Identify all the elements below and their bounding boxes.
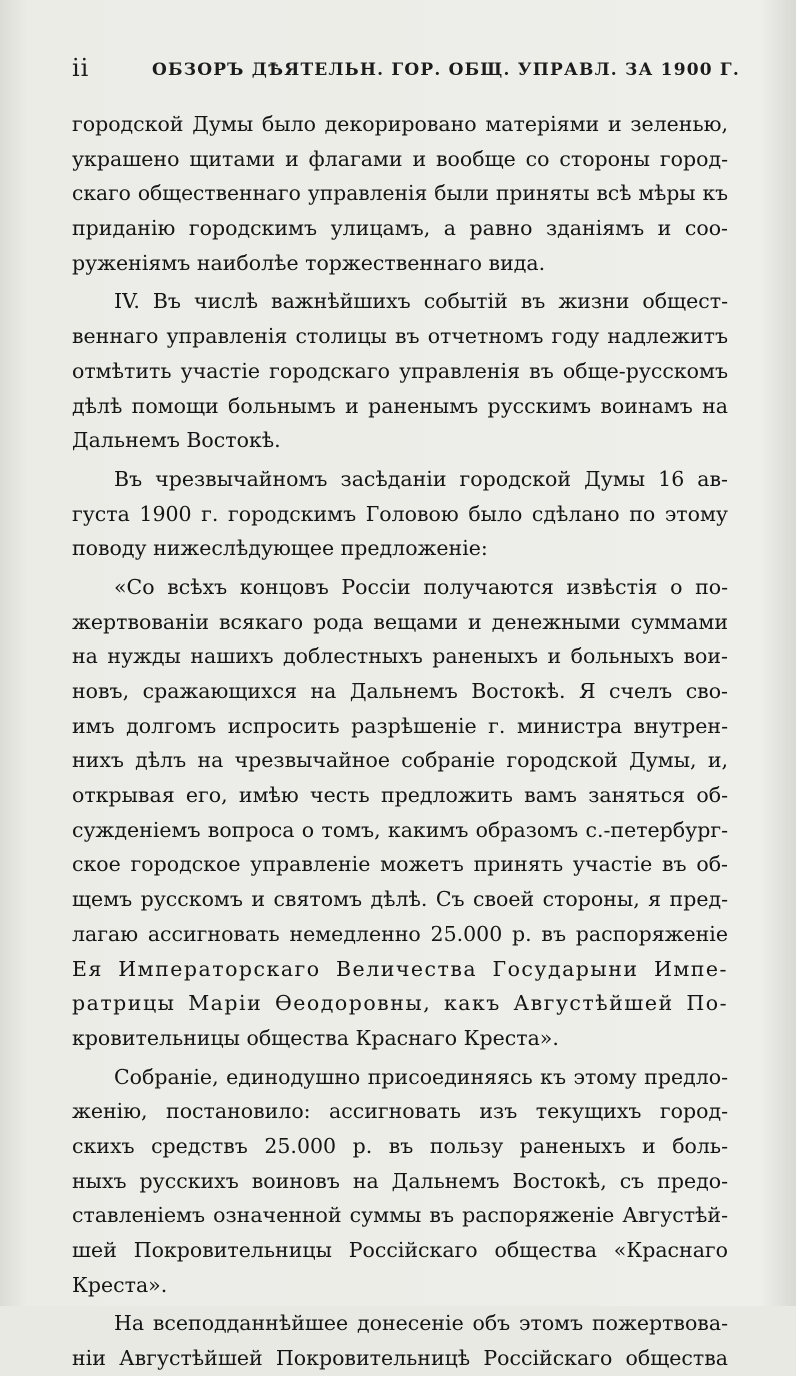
text-line: щемъ русскомъ и святомъ дѣлѣ. Съ своей стороны, я пред- — [72, 887, 728, 912]
text-line: открывая его, имѣю честь предложить вамъ заняться об- — [72, 783, 728, 808]
text-line: Въ чрезвычайномъ засѣданіи городской Думы 16 ав- — [114, 466, 728, 491]
text-line: приданію городскимъ улицамъ, а равно зданіямъ и соо- — [72, 216, 728, 241]
text-line: городской Думы было декорировано матеріями и зеленью, — [72, 112, 728, 136]
text-line: густа 1900 г. городскимъ Головою было сдѣлано по этому — [72, 501, 728, 526]
text-line: имъ долгомъ испросить разрѣшеніе г. министра внутрен- — [72, 713, 728, 738]
text-line: поводу нижеслѣдующее предложеніе: — [72, 536, 488, 561]
text-line: дѣлѣ помощи больнымъ и раненымъ русскимъ воинамъ на — [72, 393, 728, 418]
text-line: новъ, сражающихся на Дальнемъ Востокѣ. Я счелъ сво- — [72, 679, 728, 703]
text-line: ныхъ русскихъ воиновъ на Дальнемъ Востокѣ, съ предо- — [72, 1168, 728, 1193]
text-line: Креста». — [72, 1272, 168, 1297]
body-text — [72, 107, 728, 1376]
text-line: На всеподданнѣйшее донесеніе объ этомъ пожертвова- — [114, 1311, 728, 1336]
paragraph — [72, 570, 728, 1056]
text-line: ратрицы Маріи Ѳеодоровны, какъ Августѣйшей По- — [72, 991, 728, 1016]
text-line: шей Покровительницы Россійскаго общества «Краснаго — [72, 1238, 728, 1262]
text-line: лагаю ассигновать немедленно 25.000 р. въ распоряженіе — [72, 921, 728, 946]
text-line: женію, постановило: ассигновать изъ текущихъ город- — [72, 1099, 728, 1124]
text-line: жертвованіи всякаго рода вещами и денежными суммами — [72, 609, 728, 634]
text-line: веннаго управленія столицы въ отчетномъ году надлежитъ — [72, 324, 728, 349]
text-line: скихъ средствъ 25.000 р. въ пользу раненыхъ и боль- — [72, 1133, 728, 1158]
text-line: руженіямъ наиболѣе торжественнаго вида. — [72, 250, 546, 275]
text-line: Ея Императорскаго Величества Государыни Импе- — [72, 956, 728, 981]
text-line: кровительницы общества Краснаго Креста». — [72, 1025, 559, 1050]
text-line: нихъ дѣлъ на чрезвычайное собраніе городской Думы, и, — [72, 748, 728, 773]
text-line: ставленіемъ означенной суммы въ распоряженіе Августѣй- — [72, 1203, 728, 1228]
paragraph — [72, 1060, 728, 1303]
text-line: «Со всѣхъ концовъ Россіи получаются извѣстія о по- — [114, 574, 728, 599]
text-line: ніи Августѣйшей Покровительницѣ Россійскаго общества — [72, 1346, 728, 1371]
paragraph — [72, 462, 728, 566]
text-line: сужденіемъ вопроса о томъ, какимъ образомъ с.-петербург- — [72, 817, 728, 842]
paragraph — [72, 284, 728, 457]
paragraph — [72, 1306, 728, 1375]
text-line: Собраніе, единодушно присоединяясь къ этому предло- — [114, 1064, 728, 1089]
text-line: украшено щитами и флагами и вообще со стороны город- — [72, 146, 728, 171]
text-line: Дальнемъ Востокѣ. — [72, 428, 281, 453]
paragraph — [72, 107, 728, 280]
running-title: ОБЗОРЪ ДѢЯТЕЛЬН. ГОР. ОБЩ. УПРАВЛ. ЗА 1900 Г. — [152, 60, 740, 80]
text-line: IV. Въ числѣ важнѣйшихъ событій въ жизни общест- — [114, 289, 728, 314]
text-line: скаго общественнаго управленія были приняты всѣ мѣры къ — [72, 181, 728, 206]
text-line: отмѣтить участіе городскаго управленія въ обще-русскомъ — [72, 358, 728, 383]
page-number: ii — [72, 54, 90, 82]
text-line: на нужды нашихъ доблестныхъ раненыхъ и больныхъ вои- — [72, 644, 728, 669]
text-line: ское городское управленіе можетъ принять участіе въ об- — [72, 852, 728, 877]
page-header — [72, 54, 740, 88]
